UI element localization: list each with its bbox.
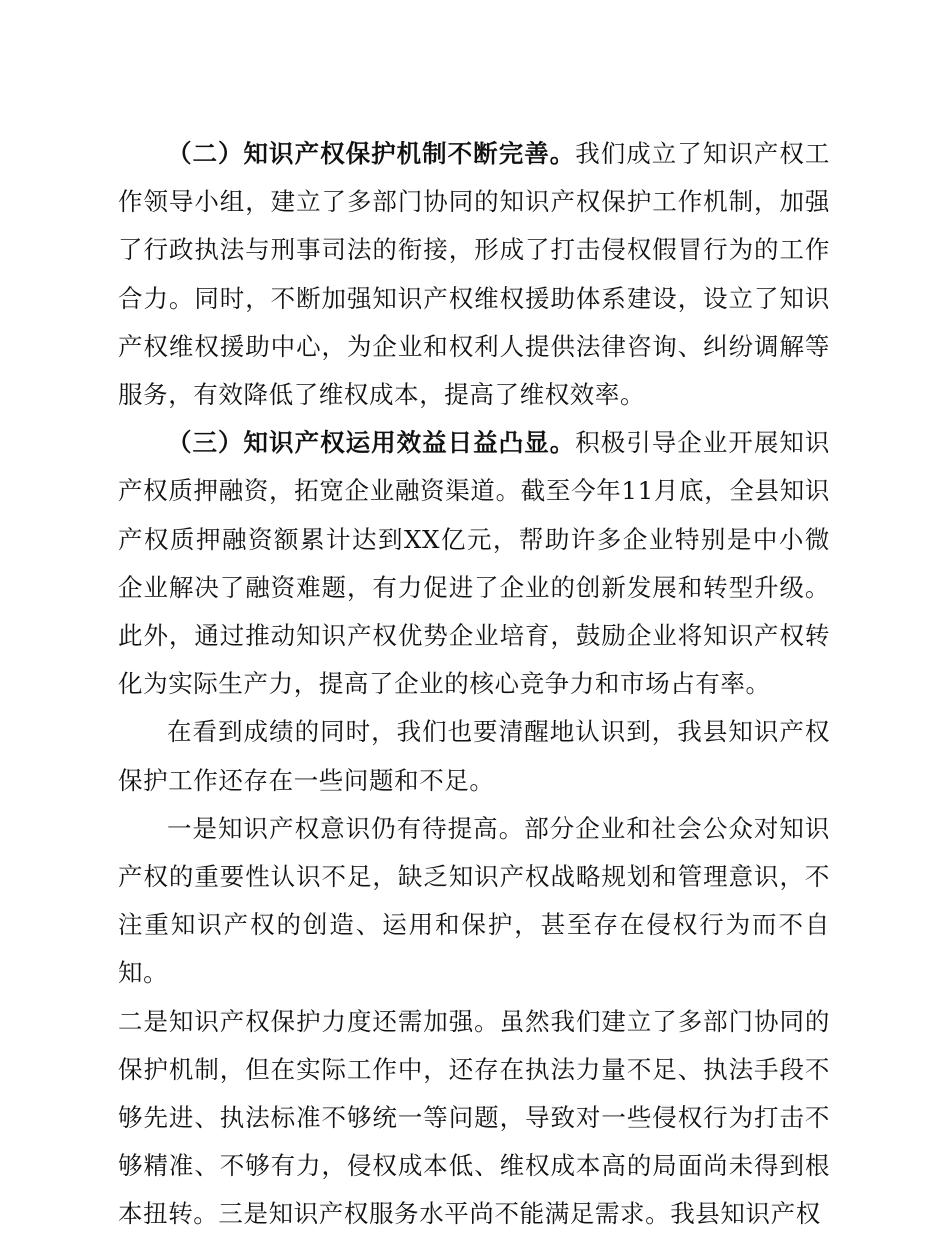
paragraph-problems-intro (118, 708, 830, 804)
paragraph-heading: （二）知识产权保护机制不断完善。 (167, 139, 576, 168)
paragraph-text: 在看到成绩的同时，我们也要清醒地认识到，我县知识产权保护工作还存在一些问题和不足。 (118, 717, 830, 795)
paragraph-problem-one (118, 805, 830, 998)
paragraph-text: 一是知识产权意识仍有待提高。部分企业和社会公众对知识产权的重要性认识不足，缺乏知识产权战略规划和管理意识，不注重知识产权的创造、运用和保护，甚至存在侵权行为而不自知。 (118, 813, 830, 988)
paragraph-heading: （三）知识产权运用效益日益凸显。 (167, 428, 576, 458)
paragraph-problem-two-three (118, 998, 830, 1239)
paragraph-text: 二是知识产权保护力度还需加强。虽然我们建立了多部门协同的保护机制，但在实际工作中，还存在执法力量不足、执法手段不够先进、执法标准不够统一等问题，导致对一些侵权行为打击不够精准、不够有力，侵权成本低、维权成本高的局面尚未得到根本扭转。三是知识产权服务水平尚不能满足需求。我县知识产权 (118, 1006, 830, 1229)
paragraph-text: 积极引导企业开展知识产权质押融资，拓宽企业融资渠道。截至今年11月底，全县知识产权质押融资额累计达到XX亿元，帮助许多企业特别是中小微企业解决了融资难题，有力促进了企业的创新发展和转型升级。此外，通过推动知识产权优势企业培育，鼓励企业将知识产权转化为实际生产力，提高了企业的核心竞争力和市场占有率。 (118, 428, 830, 699)
paragraph-text: 我们成立了知识产权工作领导小组，建立了多部门协同的知识产权保护工作机制，加强了行政执法与刑事司法的衔接，形成了打击侵权假冒行为的工作合力。同时，不断加强知识产权维权援助体系建设，设立了知识产权维权援助中心，为企业和权利人提供法律咨询、纠纷调解等服务，有效降低了维权成本，提高了维权效率。 (118, 139, 830, 410)
paragraph-ip-utilization-benefits (118, 419, 830, 708)
document-body (118, 130, 830, 1239)
paragraph-ip-protection-mechanism (118, 130, 830, 419)
